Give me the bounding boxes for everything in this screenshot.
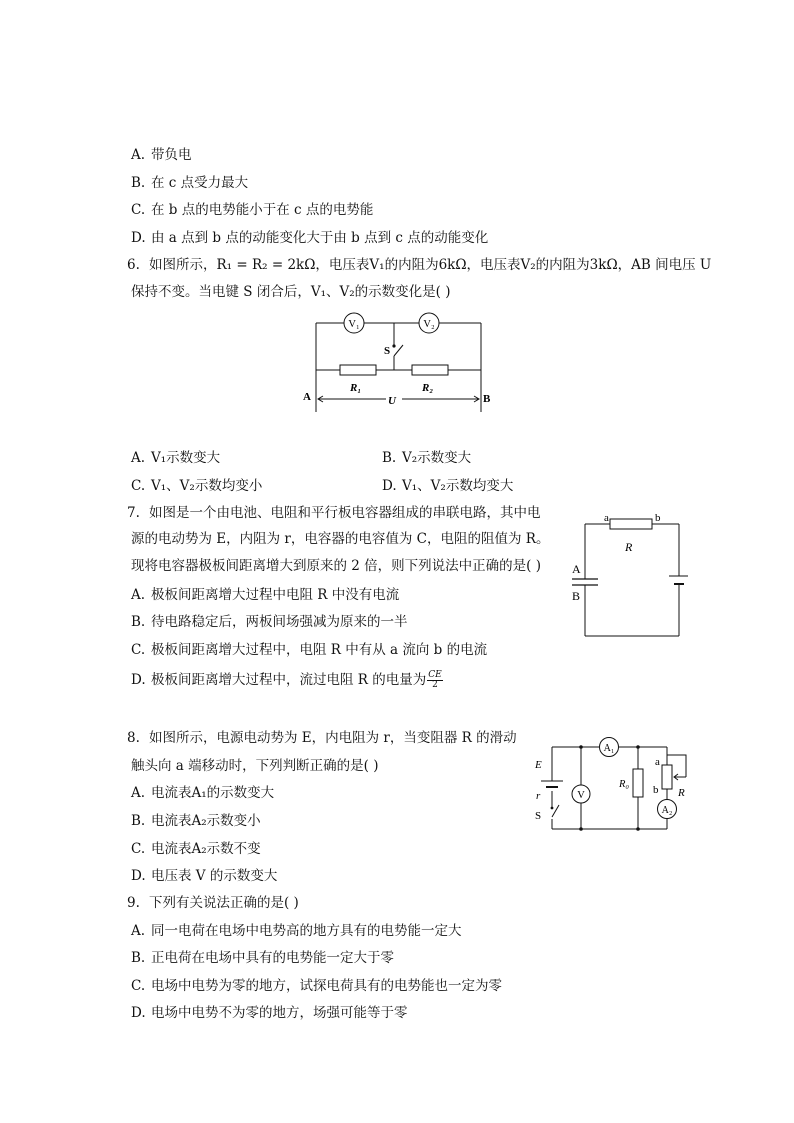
q5-option-b	[131, 174, 248, 192]
v2-label: V₂	[423, 319, 435, 330]
q8-stem-line1	[127, 729, 517, 747]
option-text: 在 b 点的电势能小于在 c 点的电势能	[151, 202, 374, 218]
option-text: 待电路稳定后，两板间场强减为原来的一半	[151, 614, 408, 630]
option-label: A.	[131, 923, 146, 939]
option-label: A.	[131, 450, 146, 466]
a1-label: A₁	[603, 743, 615, 754]
internal-r-label: r	[536, 790, 541, 802]
q7-option-c	[131, 641, 487, 659]
q8-option-a	[131, 784, 274, 802]
fraction-denominator: 2	[432, 680, 438, 690]
q6-stem-line1	[127, 256, 711, 274]
option-text: 电场中电势为零的地方，试探电荷具有的电势能也一定为零	[151, 978, 502, 994]
option-text: 电场中电势不为零的地方，场强可能等于零	[151, 1005, 408, 1021]
v1-label: V₁	[348, 319, 360, 330]
question-text: 下列有关说法正确的是( )	[149, 895, 299, 911]
q8-circuit-figure	[528, 735, 693, 835]
terminal-a-label: A	[303, 391, 311, 403]
option-label: D.	[131, 868, 146, 884]
option-label: D.	[131, 672, 146, 688]
option-label: A.	[131, 587, 146, 603]
q7-circuit-figure	[568, 510, 688, 642]
q8-option-c	[131, 840, 261, 858]
question-number: 7.	[127, 505, 140, 521]
question-number: 9.	[127, 895, 140, 911]
q7-option-a	[131, 586, 399, 604]
rheostat-r-label: R	[678, 787, 685, 799]
option-label: C.	[131, 478, 146, 494]
option-text: 极板间距离增大过程中，电阻 R 中有从 a 流向 b 的电流	[151, 642, 488, 658]
q6-option-b	[382, 449, 471, 467]
switch-contact-icon	[392, 344, 395, 347]
option-text: 电流表A₂示数变小	[151, 813, 261, 829]
plate-a-label: A	[572, 562, 581, 576]
q8-option-d	[131, 867, 277, 885]
option-text: 在 c 点受力最大	[151, 175, 249, 191]
option-text: 同一电荷在电场中电势高的地方具有的电势能一定大	[151, 923, 462, 939]
option-label: A.	[131, 785, 146, 801]
resistor-r-label: R	[625, 540, 633, 554]
terminal-b-label: b	[655, 512, 661, 524]
q8-option-b	[131, 812, 261, 830]
question-text: 如图所示，R₁ = R₂ = 2kΩ，电压表V₁的内阻为6kΩ，电压表V₂的内阻为3kΩ，AB 间电压 U	[149, 257, 712, 273]
question-number: 8.	[127, 730, 140, 746]
option-text: V₁、V₂示数均变小	[151, 478, 263, 494]
q7-stem-line1	[127, 504, 541, 522]
q6-option-a	[131, 449, 220, 467]
r2-label: R₂	[422, 382, 434, 394]
option-label: D.	[131, 230, 146, 246]
r1-label: R₁	[350, 382, 362, 394]
q7-option-b	[131, 613, 408, 631]
option-label: B.	[131, 950, 146, 966]
option-text: 电流表A₁的示数变大	[151, 785, 275, 801]
option-text: 电流表A₂示数不变	[151, 841, 261, 857]
option-label: B.	[131, 813, 146, 829]
q8-stem-line2: 触头向 a 端移动时，下列判断正确的是( )	[131, 758, 379, 774]
option-label: C.	[131, 642, 146, 658]
q9-option-c	[131, 977, 502, 995]
option-text: 带负电	[151, 147, 192, 163]
option-text: V₁示数变大	[151, 450, 221, 466]
option-label: A.	[131, 147, 146, 163]
q7-option-d	[131, 671, 443, 690]
terminal-b-label: B	[483, 393, 491, 405]
q7-stem-line3: 现将电容器极板间距离增大到原来的 2 倍，则下列说法中正确的是( )	[131, 558, 541, 574]
option-label: C.	[131, 841, 146, 857]
option-text: 正电荷在电场中具有的电势能一定大于零	[151, 950, 394, 966]
option-text: V₁、V₂示数均变大	[402, 478, 514, 494]
q7-stem-line2: 源的电动势为 E，内阻为 r，电容器的电容值为 C，电阻的阻值为 R。	[131, 531, 550, 547]
option-text: 极板间距离增大过程中电阻 R 中没有电流	[151, 587, 400, 603]
option-label: B.	[131, 175, 146, 191]
rheostat-b-label: b	[653, 784, 659, 796]
option-text: 电压表 V 的示数变大	[151, 868, 278, 884]
q9-stem	[127, 894, 299, 912]
q9-option-b	[131, 949, 394, 967]
emf-e-label: E	[535, 759, 542, 771]
q5-option-a	[131, 146, 192, 164]
terminal-a-label: a	[604, 512, 609, 524]
switch-label: S	[535, 810, 542, 822]
switch-label: S	[384, 345, 391, 357]
option-text: V₂示数变大	[402, 450, 472, 466]
v-label: V	[577, 790, 585, 801]
r0-label: R₀	[619, 779, 630, 790]
q6-option-c	[131, 477, 262, 495]
q6-stem-line2: 保持不变。当电键 S 闭合后，V₁、V₂的示数变化是( )	[131, 284, 451, 300]
charge-fraction	[427, 671, 442, 690]
option-text: 极板间距离增大过程中，流过电阻 R 的电量为	[151, 672, 427, 688]
q9-option-a	[131, 922, 462, 940]
option-label: C.	[131, 978, 146, 994]
question-text: 如图所示，电源电动势为 E，内电阻为 r，当变阻器 R 的滑动	[149, 730, 517, 746]
question-text: 如图是一个由电池、电阻和平行板电容器组成的串联电路，其中电	[149, 505, 541, 521]
q6-option-d	[382, 477, 513, 495]
voltage-arrow	[318, 396, 479, 402]
switch-contact-icon	[551, 807, 554, 810]
option-label: B.	[131, 614, 146, 630]
a2-label: A₂	[661, 805, 673, 816]
option-label: D.	[131, 1005, 146, 1021]
rheostat-a-label: a	[655, 756, 660, 768]
q9-option-d	[131, 1004, 408, 1022]
fraction-numerator: CE	[428, 670, 442, 680]
option-label: C.	[131, 202, 146, 218]
option-label: D.	[382, 478, 397, 494]
option-label: B.	[382, 450, 397, 466]
q5-option-c	[131, 201, 373, 219]
option-text: 由 a 点到 b 点的动能变化大于由 b 点到 c 点的动能变化	[151, 230, 489, 246]
q6-circuit-figure	[296, 310, 496, 415]
plate-b-label: B	[572, 589, 581, 603]
question-number: 6.	[127, 257, 140, 273]
voltage-u-label: U	[388, 395, 396, 407]
q5-option-d	[131, 229, 488, 247]
